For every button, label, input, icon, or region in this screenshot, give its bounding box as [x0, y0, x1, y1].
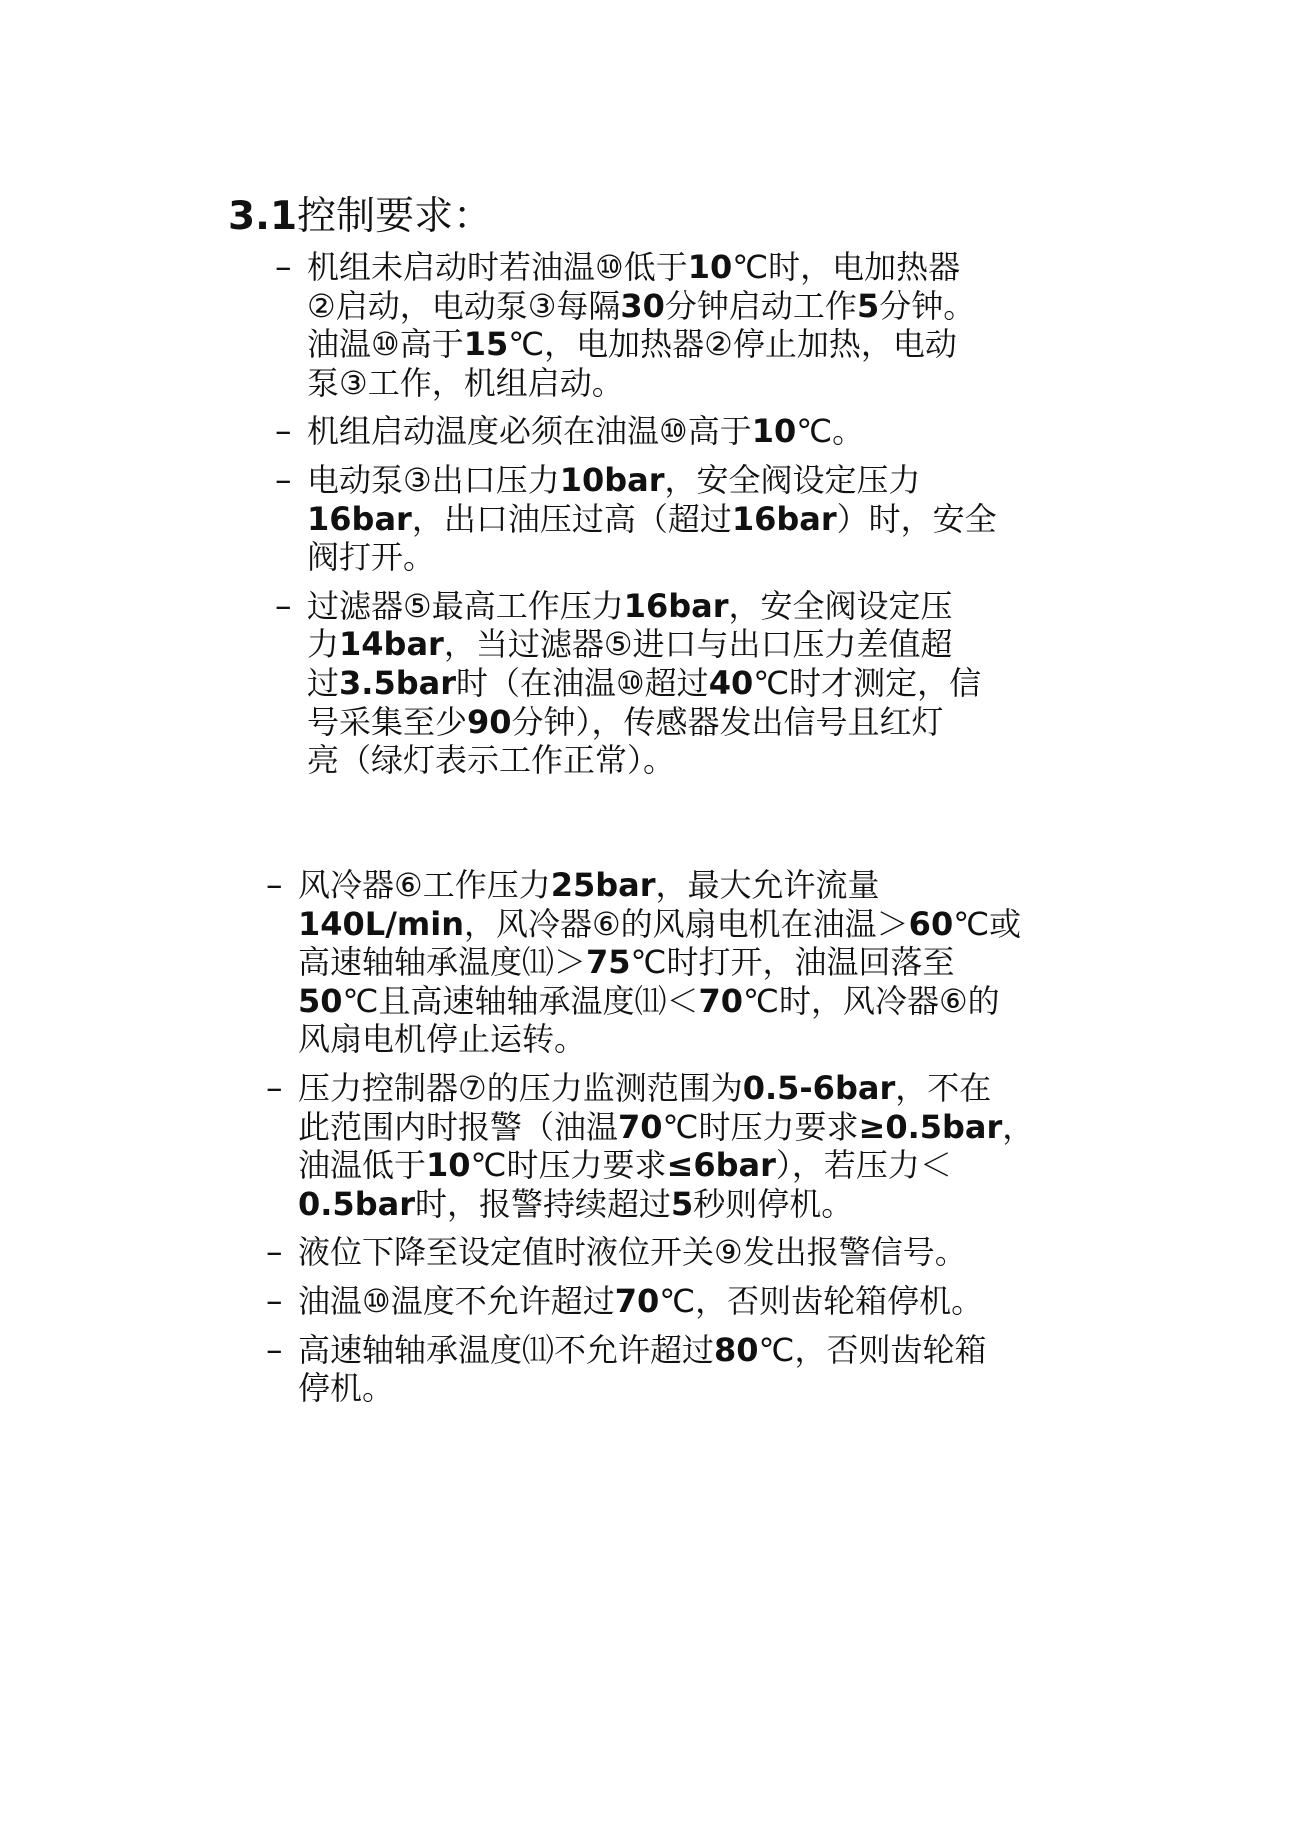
requirement-line: 号采集至少90分钟），传感器发出信号且红灯: [307, 702, 944, 741]
bullet-dash: –: [266, 865, 283, 904]
requirement-item: [275, 248, 1095, 402]
requirement-line: 此范围内时报警（油温70℃时压力要求≥0.5bar，: [298, 1107, 1035, 1146]
requirement-line: 0.5bar时，报警持续超过5秒则停机。: [298, 1184, 854, 1223]
requirement-line: ②启动，电动泵③每隔30分钟启动工作5分钟。: [307, 286, 976, 325]
bullet-dash: –: [275, 247, 292, 286]
requirement-line: 阀打开。: [307, 538, 436, 577]
requirement-item: [266, 1069, 1106, 1223]
section-title: 控制要求：: [297, 194, 493, 239]
requirement-line: 机组启动温度必须在油温⑩高于10℃。: [307, 412, 865, 451]
requirement-item: [266, 1331, 1106, 1408]
bullet-dash: –: [275, 459, 292, 499]
requirement-line: 油温⑩温度不允许超过70℃，否则齿轮箱停机。: [298, 1281, 984, 1320]
requirement-item: [275, 587, 1095, 780]
bullet-dash: –: [266, 1232, 283, 1272]
requirement-line: 过3.5bar时（在油温⑩超过40℃时才测定，信: [307, 663, 982, 702]
requirement-line: 高速轴轴承温度⑾＞75℃时打开，油温回落至: [298, 943, 955, 982]
requirement-line: 16bar，出口油压过高（超过16bar）时，安全: [307, 499, 997, 538]
requirement-line: 电动泵③出口压力10bar，安全阀设定压力: [307, 460, 921, 499]
section-heading: [228, 193, 492, 241]
requirement-line: 亮（绿灯表示工作正常）。: [307, 741, 676, 780]
bullet-dash: –: [266, 1067, 283, 1107]
requirement-line: 停机。: [298, 1369, 395, 1408]
requirement-line: 机组未启动时若油温⑩低于10℃时，电加热器: [307, 248, 961, 286]
requirement-item: [275, 412, 1095, 451]
requirement-line: 力14bar，当过滤器⑤进口与出口压力差值超: [307, 625, 953, 664]
requirement-line: 液位下降至设定值时液位开关⑨发出报警信号。: [298, 1233, 967, 1272]
requirements-list-top: [275, 248, 1095, 790]
requirement-item: [266, 1282, 1106, 1321]
requirement-line: 50℃且高速轴轴承温度⑾＜70℃时，风冷器⑥的: [298, 981, 1000, 1020]
requirement-line: 压力控制器⑦的压力监测范围为0.5-6bar，不在: [298, 1068, 992, 1107]
requirements-list-bottom: [266, 866, 1106, 1418]
bullet-dash: –: [266, 1329, 283, 1369]
requirement-line: 油温⑩高于15℃，电加热器②停止加热，电动: [307, 325, 957, 364]
requirement-line: 风冷器⑥工作压力25bar，最大允许流量: [298, 866, 880, 904]
requirement-line: 高速轴轴承温度⑾不允许超过80℃，否则齿轮箱: [298, 1330, 987, 1369]
requirement-item: [275, 461, 1095, 577]
bullet-dash: –: [275, 411, 292, 451]
section-number: 3.1: [228, 194, 298, 239]
requirement-item: [266, 866, 1106, 1059]
requirement-line: 风扇电机停止运转。: [298, 1020, 587, 1059]
requirement-line: 泵③工作，机组启动。: [307, 363, 624, 402]
requirement-item: [266, 1233, 1106, 1272]
bullet-dash: –: [266, 1280, 283, 1320]
requirement-line: 过滤器⑤最高工作压力16bar，安全阀设定压: [307, 586, 953, 625]
requirement-line: 140L/min，风冷器⑥的风扇电机在油温＞60℃或: [298, 904, 1022, 943]
requirement-line: 油温低于10℃时压力要求≤6bar），若压力＜: [298, 1146, 952, 1185]
bullet-dash: –: [275, 585, 292, 625]
